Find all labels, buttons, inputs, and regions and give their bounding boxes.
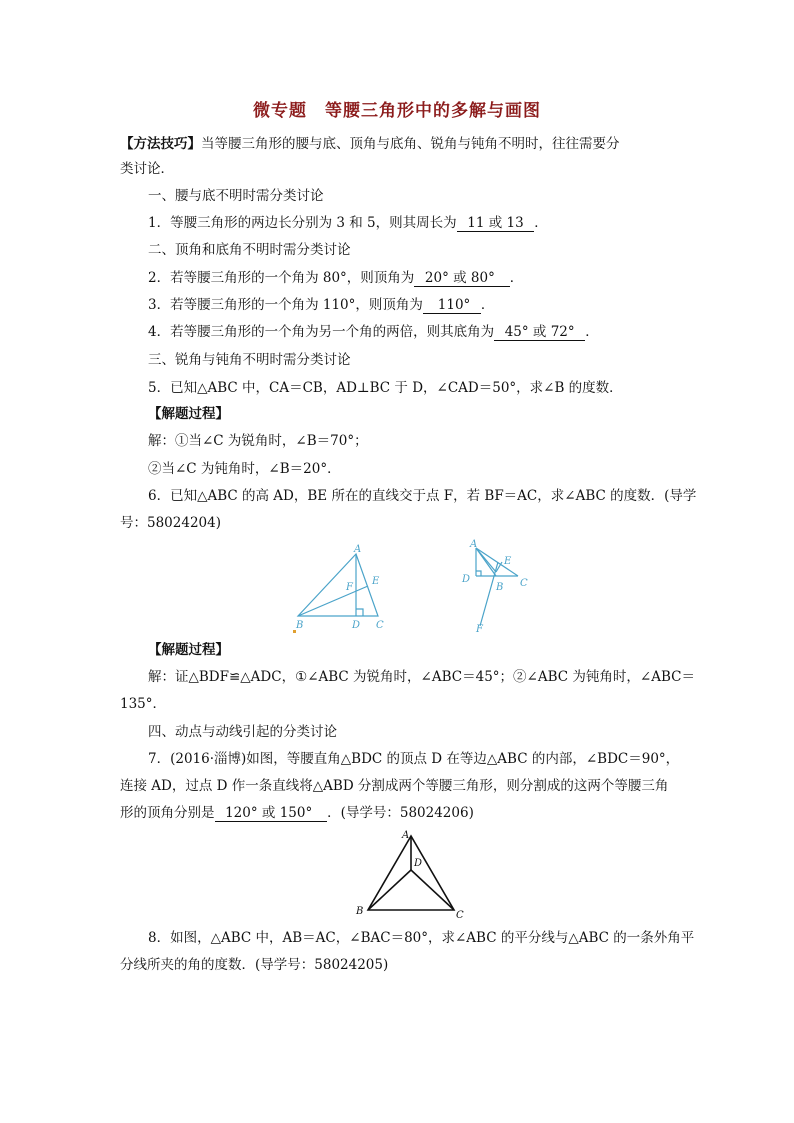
- fig6a-label-b: B: [296, 620, 304, 631]
- question-1: [148, 213, 548, 233]
- page-title: 微专题 等腰三角形中的多解与画图: [253, 101, 541, 121]
- question-1-answer-text: 11 或 13: [467, 215, 524, 231]
- question-4-text: 4．若等腰三角形的一个角为另一个角的两倍，则其底角为: [148, 324, 495, 340]
- question-1-end: ．: [534, 215, 548, 231]
- fig6b-label-f: F: [476, 624, 483, 634]
- method-tip-line-1: [120, 134, 620, 154]
- section-4-heading: 四、动点与动线引起的分类讨论: [148, 724, 337, 740]
- question-6-line-1: 6．已知△ABC 的高 AD，BE 所在的直线交于点 F，若 BF＝AC，求∠ABC 的度数．(导学: [148, 488, 697, 504]
- question-5-solution-label: 【解题过程】: [148, 406, 229, 422]
- figure-7: [352, 826, 470, 922]
- fig6a-label-e: E: [372, 576, 380, 587]
- method-tip-line-2: 类讨论．: [120, 161, 174, 177]
- method-tip-label: 【方法技巧】: [120, 136, 201, 152]
- fig6b-label-e: E: [504, 556, 512, 567]
- question-8-line-2: 分线所夹的角的度数．(导学号：58024205): [120, 957, 389, 973]
- question-4: [148, 322, 599, 342]
- question-4-answer-text: 45° 或 72°: [504, 324, 575, 340]
- fig6b-label-b: B: [496, 582, 504, 593]
- question-5-solution-1: 解：①当∠C 为锐角时，∠B＝70°；: [148, 433, 368, 449]
- question-4-answer: [494, 324, 585, 341]
- fig6b-label-a: A: [470, 539, 478, 550]
- fig7-label-d: D: [414, 858, 423, 869]
- question-7-answer: [215, 805, 328, 822]
- question-2-text: 2．若等腰三角形的一个角为 80°，则顶角为: [148, 270, 415, 286]
- fig6a-label-a: A: [354, 544, 362, 555]
- fig7-label-b: B: [356, 906, 364, 917]
- question-4-end: ．: [585, 324, 599, 340]
- method-tip-text: 当等腰三角形的腰与底、顶角与底角、锐角与钝角不明时，往往需要分: [201, 136, 620, 152]
- question-3-answer: [423, 297, 481, 314]
- question-6-solution-2: 135°．: [120, 696, 167, 712]
- fig6b-label-d: D: [462, 574, 471, 585]
- question-8-line-1: 8．如图，△ABC 中，AB＝AC，∠BAC＝80°，求∠ABC 的平分线与△ABC 的一条外角平: [148, 930, 695, 946]
- section-3-heading: 三、锐角与钝角不明时需分类讨论: [148, 352, 351, 368]
- question-5-solution-2: ②当∠C 为钝角时，∠B＝20°．: [148, 461, 341, 477]
- question-7-line-3: [120, 803, 474, 823]
- question-3-end: ．: [480, 297, 495, 313]
- question-3-answer-text: 110°: [437, 297, 471, 313]
- fig6a-label-c: C: [376, 620, 384, 631]
- fig6a-label-f: F: [346, 582, 353, 593]
- question-2-answer-text: 20° 或 80°: [424, 270, 495, 286]
- section-1-heading: 一、腰与底不明时需分类讨论: [148, 188, 324, 204]
- question-5: 5．已知△ABC 中，CA＝CB，AD⊥BC 于 D，∠CAD＝50°，求∠B 的度数．: [148, 380, 623, 396]
- question-2-answer: [414, 270, 509, 287]
- figure-6-obtuse: [458, 538, 538, 634]
- question-3: [148, 295, 494, 315]
- question-1-answer: [457, 215, 535, 232]
- fig7-label-c: C: [456, 910, 464, 921]
- question-7-line-1: 7．(2016·淄博)如图，等腰直角△BDC 的顶点 D 在等边△ABC 的内部，∠BDC＝90°，: [148, 751, 680, 767]
- question-1-text: 1．等腰三角形的两边长分别为 3 和 5，则其周长为: [148, 215, 457, 231]
- fig7-label-a: A: [402, 830, 410, 841]
- fig6a-label-d: D: [352, 620, 361, 631]
- question-2-end: ．: [509, 270, 524, 286]
- question-6-line-2: 号：58024204): [120, 515, 221, 531]
- question-6-solution-1: 解：证△BDF≌△ADC，①∠ABC 为锐角时，∠ABC＝45°；②∠ABC 为钝角时，∠ABC＝: [148, 669, 695, 685]
- question-6-solution-label: 【解题过程】: [148, 642, 229, 658]
- question-2: [148, 268, 523, 288]
- question-7-answer-text: 120° 或 150°: [225, 805, 313, 821]
- question-7-line-2: 连接 AD，过点 D 作一条直线将△ABD 分割成两个等腰三角形，则分割成的这两个等腰三角: [120, 778, 669, 794]
- question-7-line-3-pre: 形的顶角分别是: [120, 805, 215, 821]
- question-7-line-3-post: ．(导学号：58024206): [327, 805, 474, 821]
- fig6b-label-c: C: [520, 578, 528, 589]
- section-2-heading: 二、顶角和底角不明时需分类讨论: [148, 242, 351, 258]
- question-3-text: 3．若等腰三角形的一个角为 110°，则顶角为: [148, 297, 423, 313]
- figure-6-acute: [288, 544, 396, 636]
